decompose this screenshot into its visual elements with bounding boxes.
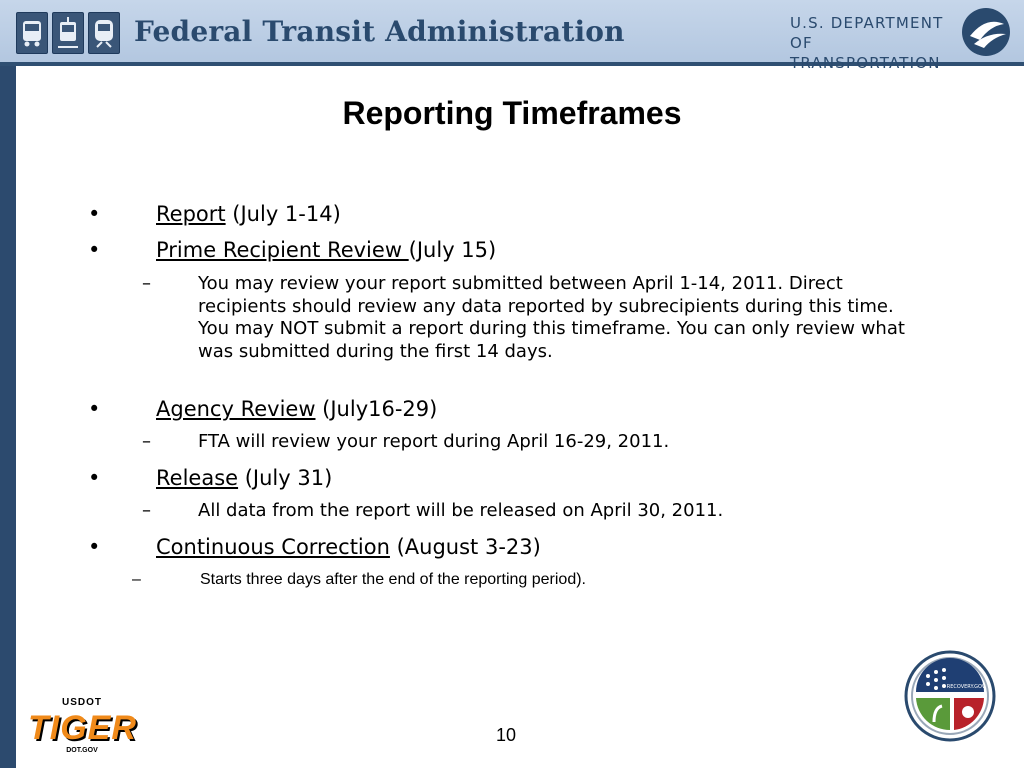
page-number: 10 [496,725,517,745]
release-link[interactable]: Release [156,466,239,490]
slide-title: Reporting Timeframes [342,95,682,131]
agency-title: Federal Transit Administration [134,15,625,48]
department-line-1: U.S. DEPARTMENT OF [790,14,944,52]
tiger-logo-top: USDOT [62,697,102,708]
department-name [790,13,960,73]
recovery-gov-text: RECOVERY.GOV [946,684,986,690]
bullet-icon: • [88,466,101,490]
agency-review-dates: (July16-29) [315,397,438,421]
continuous-correction-detail: Starts three days after the end of the reporting period). [200,571,586,588]
dot-emblem-icon [960,6,1012,62]
dash-icon: – [142,431,151,452]
continuous-correction-dates: (August 3-23) [389,535,541,559]
dash-icon: – [142,500,151,521]
report-link[interactable]: Report [156,202,226,226]
header-band [0,0,1024,72]
prime-review-detail: You may review your report submitted between April 1-14, 2011. Direct recipients should review any data reported by subrecipients during this time. You may NOT submit a report during this timeframe. You can only review what was submitted during the first 14 days. [198,273,905,362]
bullet-icon: • [88,535,101,559]
bullet-icon: • [88,238,101,262]
release-dates: (July 31) [238,466,333,490]
mode-icons [16,12,120,56]
bullet-icon: • [88,397,101,421]
train-icon [88,12,120,54]
bus-icon [16,12,48,54]
department-line-2: TRANSPORTATION [790,54,941,72]
left-accent-bar [0,66,16,768]
tiger-logo-main: TIGER [28,709,137,747]
release-detail: All data from the report will be released on April 30, 2011. [198,500,724,521]
dash-icon: – [142,273,151,294]
dash-icon: – [132,571,141,588]
tiger-logo [28,697,136,759]
bullet-icon: • [88,202,101,226]
rail-icon [52,12,84,54]
prime-recipient-review-link[interactable]: Prime Recipient Review [156,238,409,262]
agency-review-detail: FTA will review your report during April 16-29, 2011. [198,431,670,452]
continuous-correction-link[interactable]: Continuous Correction [156,535,390,559]
prime-review-dates: (July 15) [408,238,497,262]
agency-review-link[interactable]: Agency Review [156,397,316,421]
report-dates: (July 1-14) [225,202,341,226]
recovery-gov-logo [904,650,996,746]
tiger-logo-bottom: DOT.GOV [66,747,98,754]
